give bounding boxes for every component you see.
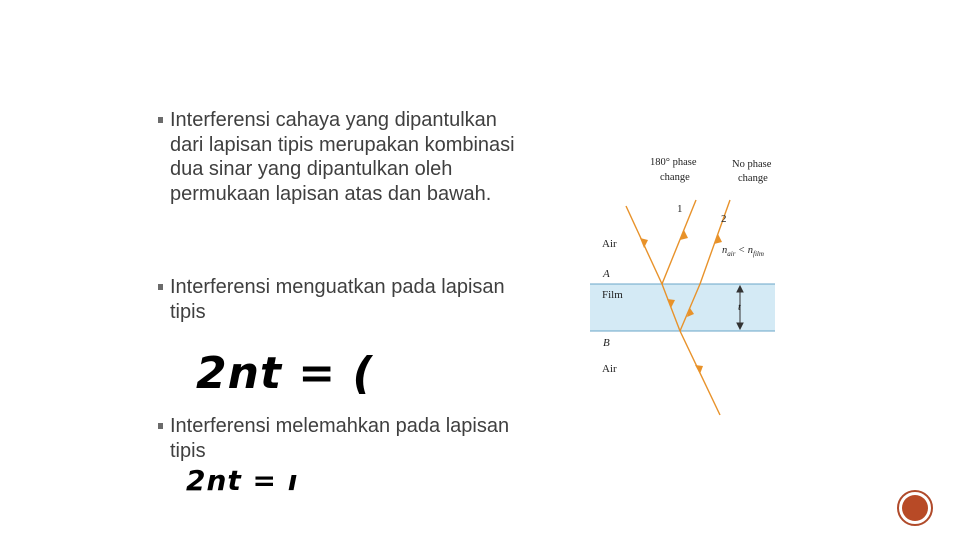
phase-180-label-1: 180° phase [650, 157, 697, 168]
ray-1-label: 1 [677, 203, 683, 215]
air-bottom-label: Air [602, 363, 617, 375]
slide-number [902, 495, 928, 521]
formula-destructive-clip [180, 468, 440, 498]
bullet-text-2: Interferensi menguatkan pada lapisan tipis [170, 276, 505, 323]
bullet-marker [158, 117, 163, 123]
slide-number-badge [897, 490, 933, 526]
bullet-item-2 [158, 275, 530, 324]
bullet-marker [158, 423, 163, 429]
thickness-label: t [738, 302, 741, 313]
ray-2-label: 2 [721, 213, 727, 225]
no-phase-label-2: change [738, 173, 768, 184]
bullet-item-3 [158, 414, 530, 463]
thin-film-diagram [588, 148, 788, 423]
arrowhead-incident [640, 238, 648, 248]
bullet-text-3: Interferensi melemahkan pada lapisan tipis [170, 415, 510, 462]
point-a-label: A [603, 268, 610, 280]
index-relation-label: $n_{air} < n_{film}$ [722, 245, 764, 258]
arrowhead-reflected-2 [714, 234, 722, 244]
bullet-item-1 [158, 108, 530, 206]
arrowhead-transmitted [695, 365, 703, 374]
formula-constructive-clip [190, 340, 500, 400]
formula-destructive: 2nt = ı [186, 468, 299, 497]
film-label: Film [602, 289, 623, 301]
phase-180-label-2: change [660, 172, 690, 183]
point-b-label: B [603, 337, 610, 349]
bullet-text-1: Interferensi cahaya yang dipantulkan dari lapisan tipis merupakan kombinasi dua sinar yang dipantulkan oleh permukaan lapisan atas dan bawah. [170, 109, 515, 205]
formula-constructive: 2nt = ( [196, 348, 374, 399]
bullet-marker [158, 284, 163, 290]
no-phase-label-1: No phase [732, 159, 772, 170]
air-top-label: Air [602, 238, 617, 250]
